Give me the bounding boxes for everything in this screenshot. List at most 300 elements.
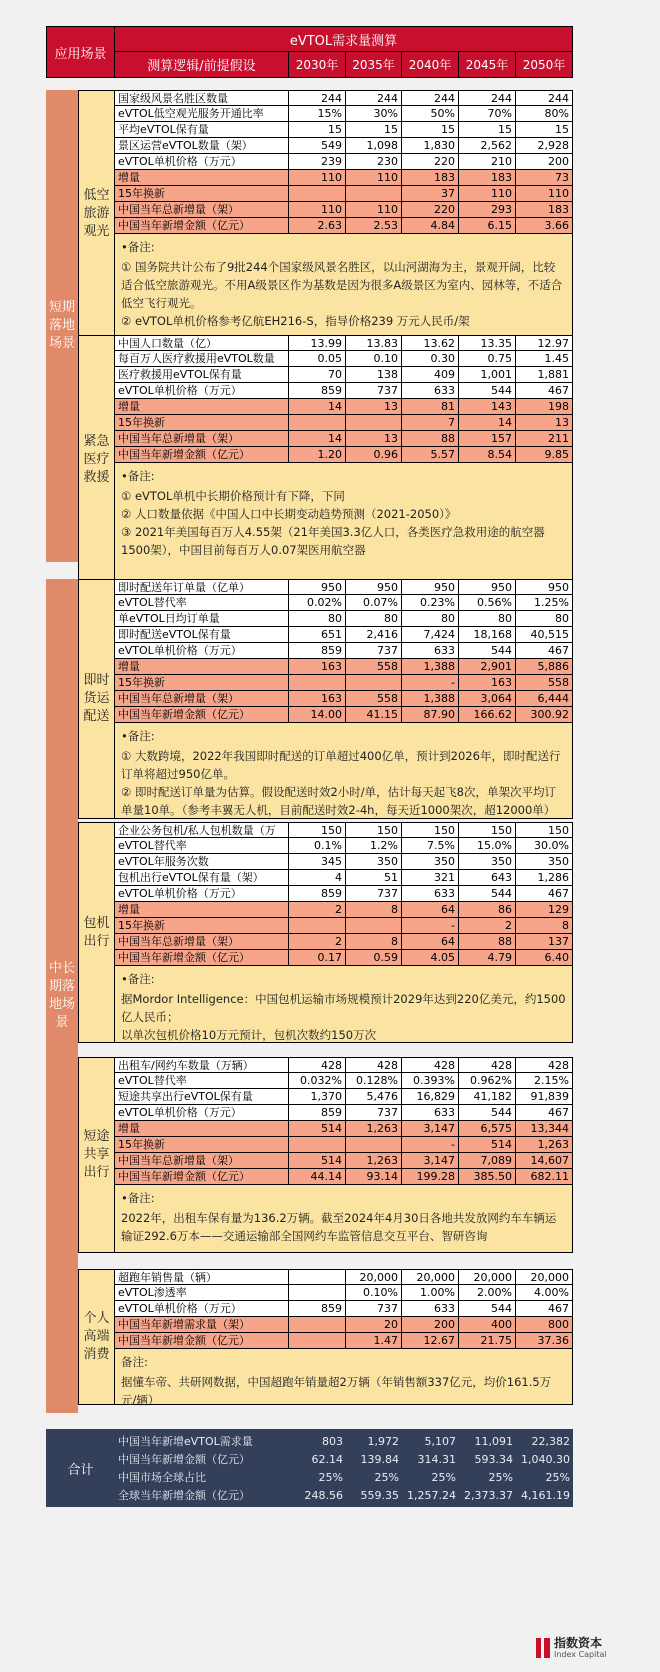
row-value: 467 — [516, 886, 573, 902]
row-value: 514 — [289, 1121, 346, 1137]
row-value: 20,000 — [346, 1269, 402, 1285]
row-value: 163 — [459, 675, 516, 691]
row-label: eVTOL单机价格（万元） — [115, 643, 289, 659]
logo — [536, 1636, 646, 1664]
total-row-value: 1,257.24 — [402, 1487, 459, 1505]
row-value: 157 — [459, 431, 516, 447]
total-row-value: 25% — [346, 1469, 402, 1487]
row-value — [346, 186, 402, 202]
row-value: 12.67 — [402, 1333, 459, 1349]
row-value: 220 — [402, 154, 459, 170]
row-value: 15 — [346, 122, 402, 138]
row-value: 244 — [402, 90, 459, 106]
row-value — [346, 675, 402, 691]
row-label: eVTOL年服务次数 — [115, 854, 289, 870]
row-label: 单eVTOL日均订单量 — [115, 611, 289, 627]
row-value: 13.62 — [402, 335, 459, 351]
category-short-term: 短期 落地 场景 — [46, 90, 78, 562]
row-value: 4.05 — [402, 950, 459, 966]
row-value — [289, 675, 346, 691]
row-value: 14 — [459, 415, 516, 431]
row-value: 0.59 — [346, 950, 402, 966]
row-value: 14,607 — [516, 1153, 573, 1169]
row-value: 12.97 — [516, 335, 573, 351]
row-value: 950 — [459, 579, 516, 595]
row-value: 1,370 — [289, 1089, 346, 1105]
total-row-value: 248.56 — [289, 1487, 346, 1505]
total-row-label: 中国当年新增金额（亿元） — [115, 1451, 289, 1469]
row-value: 350 — [346, 854, 402, 870]
row-value: 15 — [516, 122, 573, 138]
row-label: 超跑年销售量（辆） — [115, 1269, 289, 1285]
row-value — [289, 918, 346, 934]
row-value: 950 — [516, 579, 573, 595]
row-value — [289, 1137, 346, 1153]
row-value: 633 — [402, 643, 459, 659]
row-value: 150 — [289, 822, 346, 838]
row-value — [289, 1317, 346, 1333]
row-value: 220 — [402, 202, 459, 218]
total-row-value: 25% — [402, 1469, 459, 1487]
row-value: 544 — [459, 383, 516, 399]
note-line: ② 即时配送订单量为估算。假设配送时效2小时/单，估计每天起飞8次，单架次平均订单量10单。（参考丰翼无人机，目前配送时效2-4h，每天近1000架次，超12000单） — [121, 785, 556, 817]
row-value: 1.2% — [346, 838, 402, 854]
row-value: 3.66 — [516, 218, 573, 234]
row-label: eVTOL单机价格（万元） — [115, 1105, 289, 1121]
row-value: 80 — [402, 611, 459, 627]
row-value: 88 — [402, 431, 459, 447]
header-logic-cell: 测算逻辑/前提假设 — [115, 52, 289, 78]
row-value: 467 — [516, 1105, 573, 1121]
row-value: 20,000 — [402, 1269, 459, 1285]
notes-box — [115, 1349, 573, 1405]
row-value: 321 — [402, 870, 459, 886]
row-value: 859 — [289, 886, 346, 902]
row-value: 0.032% — [289, 1073, 346, 1089]
row-value: 5,886 — [516, 659, 573, 675]
row-value: 110 — [516, 186, 573, 202]
row-value: 7.5% — [402, 838, 459, 854]
row-value: 1,098 — [346, 138, 402, 154]
row-value: 87.90 — [402, 707, 459, 723]
row-value: 293 — [459, 202, 516, 218]
row-value: 110 — [289, 202, 346, 218]
total-row-value: 1,972 — [346, 1433, 402, 1451]
row-value: 544 — [459, 643, 516, 659]
row-value: 0.07% — [346, 595, 402, 611]
row-value: 73 — [516, 170, 573, 186]
row-value: 1,388 — [402, 659, 459, 675]
row-label: 中国当年总新增量（架） — [115, 1153, 289, 1169]
row-value: 300.92 — [516, 707, 573, 723]
notes-heading: •备注: — [121, 469, 155, 483]
row-value: 143 — [459, 399, 516, 415]
row-value: 514 — [459, 1137, 516, 1153]
row-label: 15年换新 — [115, 186, 289, 202]
row-value: 651 — [289, 627, 346, 643]
row-value: 1,263 — [346, 1121, 402, 1137]
row-value: 4.00% — [516, 1285, 573, 1301]
row-label: 中国当年新增金额（亿元） — [115, 447, 289, 463]
header-year-2030: 2030年 — [289, 52, 346, 78]
notes-heading: •备注: — [121, 972, 155, 986]
row-value: 244 — [516, 90, 573, 106]
row-value: 4 — [289, 870, 346, 886]
row-value: 13 — [516, 415, 573, 431]
row-value: 859 — [289, 383, 346, 399]
row-value: 18,168 — [459, 627, 516, 643]
row-value: 51 — [346, 870, 402, 886]
row-value: 21.75 — [459, 1333, 516, 1349]
row-value: 1.47 — [346, 1333, 402, 1349]
row-value: 20,000 — [516, 1269, 573, 1285]
row-label: 中国当年总新增量（架） — [115, 431, 289, 447]
total-row-value: 593.34 — [459, 1451, 516, 1469]
row-value: 0.393% — [402, 1073, 459, 1089]
row-value: 15 — [459, 122, 516, 138]
row-value: 15% — [289, 106, 346, 122]
row-label: 即时配送eVTOL保有量 — [115, 627, 289, 643]
row-label: 增量 — [115, 170, 289, 186]
row-value: 200 — [516, 154, 573, 170]
row-value: 1,001 — [459, 367, 516, 383]
row-value: 20,000 — [459, 1269, 516, 1285]
row-label: 中国人口数量（亿） — [115, 335, 289, 351]
row-value: 163 — [289, 659, 346, 675]
row-value: 0.17 — [289, 950, 346, 966]
row-label: 15年换新 — [115, 918, 289, 934]
row-value: 3,147 — [402, 1121, 459, 1137]
row-value: 20 — [346, 1317, 402, 1333]
row-value: 163 — [289, 691, 346, 707]
row-value: 7 — [402, 415, 459, 431]
row-value: 428 — [459, 1057, 516, 1073]
row-value: 80% — [516, 106, 573, 122]
logo-name-cn: 指数资本 — [554, 1636, 603, 1650]
total-label: 合计 — [46, 1429, 115, 1507]
row-label: 每百万人医疗救援用eVTOL数量 — [115, 351, 289, 367]
row-label: 即时配送年订单量（亿单） — [115, 579, 289, 595]
row-label: 增量 — [115, 902, 289, 918]
row-value: 0.05 — [289, 351, 346, 367]
row-value: 350 — [459, 854, 516, 870]
notes-box — [115, 1185, 573, 1253]
row-value: 682.11 — [516, 1169, 573, 1185]
row-value: 2.00% — [459, 1285, 516, 1301]
row-value: 80 — [459, 611, 516, 627]
row-label: eVTOL低空观光服务开通比率 — [115, 106, 289, 122]
row-value: 244 — [289, 90, 346, 106]
row-value: 428 — [346, 1057, 402, 1073]
row-value: 13.35 — [459, 335, 516, 351]
row-label: 国家级风景名胜区数量 — [115, 90, 289, 106]
row-value: 737 — [346, 1301, 402, 1317]
row-value: 150 — [346, 822, 402, 838]
row-label: 包机出行eVTOL保有量（架） — [115, 870, 289, 886]
note-line: ① 国务院共计公布了9批244个国家级风景名胜区，以山河湖海为主，景观开阔，比较适合低空旅游观光。不用A级景区作为基数是因为很多A级景区为室内、园林等，不适合低空飞行观光。 — [121, 260, 563, 310]
row-value: 633 — [402, 1301, 459, 1317]
row-value: 544 — [459, 1301, 516, 1317]
row-value: 244 — [459, 90, 516, 106]
row-value: 2.53 — [346, 218, 402, 234]
row-label: 增量 — [115, 1121, 289, 1137]
row-label: 中国当年新增金额（亿元） — [115, 707, 289, 723]
row-value: 1.45 — [516, 351, 573, 367]
row-value: 950 — [289, 579, 346, 595]
notes-box — [115, 463, 573, 584]
row-value: 350 — [402, 854, 459, 870]
row-value: 244 — [346, 90, 402, 106]
row-value: 633 — [402, 1105, 459, 1121]
row-value: 8 — [516, 918, 573, 934]
row-value: 150 — [459, 822, 516, 838]
row-value: 3,064 — [459, 691, 516, 707]
row-value: 0.56% — [459, 595, 516, 611]
row-value — [289, 415, 346, 431]
scenario-cell: 短途 共享 出行 — [78, 1057, 115, 1253]
row-value: 7,089 — [459, 1153, 516, 1169]
logo-mark-slit-icon — [541, 1638, 544, 1658]
row-value: 40,515 — [516, 627, 573, 643]
row-label: 中国当年新增需求量（架） — [115, 1317, 289, 1333]
header-year-2035: 2035年 — [346, 52, 402, 78]
row-value: 2,901 — [459, 659, 516, 675]
row-value: 737 — [346, 1105, 402, 1121]
row-label: eVTOL单机价格（万元） — [115, 886, 289, 902]
row-value: 110 — [459, 186, 516, 202]
row-value: 0.75 — [459, 351, 516, 367]
row-value: 80 — [516, 611, 573, 627]
row-label: 中国当年总新增量（架） — [115, 934, 289, 950]
row-value: 1,263 — [516, 1137, 573, 1153]
row-label: 景区运营eVTOL数量（架） — [115, 138, 289, 154]
row-value: 0.128% — [346, 1073, 402, 1089]
note-line: 以单次包机价格10万元预计，包机次数约150万次 — [121, 1028, 377, 1042]
row-value: 8 — [346, 902, 402, 918]
row-label: 中国当年新增金额（亿元） — [115, 1169, 289, 1185]
total-row-value: 5,107 — [402, 1433, 459, 1451]
row-value: - — [402, 675, 459, 691]
row-value: 950 — [346, 579, 402, 595]
row-value: 409 — [402, 367, 459, 383]
row-label: eVTOL替代率 — [115, 838, 289, 854]
row-value: 737 — [346, 383, 402, 399]
note-line: ① 大数跨境，2022年我国即时配送的订单超过400亿单，预计到2026年，即时配送行订单将超过950亿单。 — [121, 749, 561, 781]
row-value: 1.25% — [516, 595, 573, 611]
notes-box — [115, 966, 573, 1043]
row-value: 30% — [346, 106, 402, 122]
row-value: 239 — [289, 154, 346, 170]
scenario-cell: 即时 货运 配送 — [78, 579, 115, 819]
row-label: 15年换新 — [115, 675, 289, 691]
notes-box — [115, 234, 573, 337]
row-value: 2,562 — [459, 138, 516, 154]
row-label: 15年换新 — [115, 1137, 289, 1153]
row-value: 7,424 — [402, 627, 459, 643]
row-label: 中国当年总新增量（架） — [115, 691, 289, 707]
row-value: 467 — [516, 1301, 573, 1317]
row-value: 8 — [346, 934, 402, 950]
row-value: 70% — [459, 106, 516, 122]
notes-heading: •备注: — [121, 240, 155, 254]
row-value: 859 — [289, 1301, 346, 1317]
row-value: 150 — [402, 822, 459, 838]
row-label: 医疗救援用eVTOL保有量 — [115, 367, 289, 383]
row-value: 1,388 — [402, 691, 459, 707]
row-label: eVTOL替代率 — [115, 595, 289, 611]
row-value: - — [402, 1137, 459, 1153]
row-value: 41,182 — [459, 1089, 516, 1105]
header-year-2045: 2045年 — [459, 52, 516, 78]
row-value: 50% — [402, 106, 459, 122]
row-value: 633 — [402, 886, 459, 902]
row-value: 183 — [402, 170, 459, 186]
header-year-2050: 2050年 — [516, 52, 573, 78]
scenario-cell: 包机 出行 — [78, 822, 115, 1043]
row-value: 1,263 — [346, 1153, 402, 1169]
row-value: 166.62 — [459, 707, 516, 723]
row-value: 81 — [402, 399, 459, 415]
row-value: 467 — [516, 643, 573, 659]
note-line: ② eVTOL单机价格参考亿航EH216-S，指导价格239 万元人民币/架 — [121, 314, 470, 328]
scenario-cell: 紧急 医疗 救援 — [78, 335, 115, 584]
row-label: 增量 — [115, 659, 289, 675]
row-value: 15 — [402, 122, 459, 138]
row-value: 37.36 — [516, 1333, 573, 1349]
row-value: 210 — [459, 154, 516, 170]
row-value: 2,928 — [516, 138, 573, 154]
row-value: 0.96 — [346, 447, 402, 463]
row-label: eVTOL单机价格（万元） — [115, 154, 289, 170]
row-value: 9.85 — [516, 447, 573, 463]
total-row-value: 803 — [289, 1433, 346, 1451]
row-value: 16,829 — [402, 1089, 459, 1105]
row-value: 2,416 — [346, 627, 402, 643]
row-value: 183 — [516, 202, 573, 218]
note-line: 2022年，出租车保有量为136.2万辆。截至2024年4月30日各地共发放网约车车辆运输证292.6万本——交通运输部全国网约车监管信息交互平台、智研咨询 — [121, 1211, 557, 1243]
row-value: 15 — [289, 122, 346, 138]
total-row-value: 25% — [459, 1469, 516, 1487]
row-value: 633 — [402, 383, 459, 399]
row-label: eVTOL渗透率 — [115, 1285, 289, 1301]
category-mid-long-term: 中长 期落 地场 景 — [46, 579, 78, 1413]
row-label: eVTOL单机价格（万元） — [115, 1301, 289, 1317]
header-scene-cell: 应用场景 — [46, 26, 115, 78]
notes-heading: •备注: — [121, 1191, 155, 1205]
total-row-label: 全球当年新增金额（亿元） — [115, 1487, 289, 1505]
row-value: 15.0% — [459, 838, 516, 854]
row-value — [289, 186, 346, 202]
row-value: 44.14 — [289, 1169, 346, 1185]
note-line: 据Mordor Intelligence：中国包机运输市场规模预计2029年达到220亿美元，约1500亿人民币； — [121, 992, 566, 1024]
row-value: 0.10% — [346, 1285, 402, 1301]
row-value: 230 — [346, 154, 402, 170]
total-row-value: 25% — [289, 1469, 346, 1487]
row-value — [346, 1137, 402, 1153]
row-value: 37 — [402, 186, 459, 202]
row-value: 6.40 — [516, 950, 573, 966]
row-value: 110 — [289, 170, 346, 186]
row-value: 0.23% — [402, 595, 459, 611]
row-value: 4.84 — [402, 218, 459, 234]
row-value: 137 — [516, 934, 573, 950]
row-label: 企业公务包机/私人包机数量（万 — [115, 822, 289, 838]
row-value: 13 — [346, 399, 402, 415]
row-label: 短途共享出行eVTOL保有量 — [115, 1089, 289, 1105]
note-line: ③ 2021年美国每百万人4.55架（21年美国3.3亿人口，各类医疗急救用途的航空器1500架），中国目前每百万人0.07架医用航空器 — [121, 525, 545, 557]
row-value: 385.50 — [459, 1169, 516, 1185]
row-value: 400 — [459, 1317, 516, 1333]
row-value — [289, 1269, 346, 1285]
row-value: 737 — [346, 643, 402, 659]
row-value: 64 — [402, 934, 459, 950]
row-value: 558 — [346, 691, 402, 707]
scenario-cell: 低空 旅游 观光 — [78, 90, 115, 337]
row-value: 64 — [402, 902, 459, 918]
row-value: 211 — [516, 431, 573, 447]
row-value: 5,476 — [346, 1089, 402, 1105]
row-value: 549 — [289, 138, 346, 154]
row-value: 643 — [459, 870, 516, 886]
note-line: ② 人口数量依据《中国人口中长期变动趋势预测（2021-2050）》 — [121, 507, 457, 521]
header-year-2040: 2040年 — [402, 52, 459, 78]
row-value: 91,839 — [516, 1089, 573, 1105]
row-value: - — [402, 918, 459, 934]
row-value: 1,881 — [516, 367, 573, 383]
row-value: 8.54 — [459, 447, 516, 463]
total-row-value: 25% — [516, 1469, 573, 1487]
logo-name-en: Index Capital — [554, 1650, 607, 1659]
row-value: 467 — [516, 383, 573, 399]
row-value: 3,147 — [402, 1153, 459, 1169]
row-value: 13.99 — [289, 335, 346, 351]
row-value: 110 — [346, 170, 402, 186]
row-label: 中国当年新增金额（亿元） — [115, 950, 289, 966]
notes-box — [115, 723, 573, 819]
row-value: 138 — [346, 367, 402, 383]
row-label: 15年换新 — [115, 415, 289, 431]
row-value: 0.02% — [289, 595, 346, 611]
total-row-value: 314.31 — [402, 1451, 459, 1469]
row-value: 14.00 — [289, 707, 346, 723]
row-value: 70 — [289, 367, 346, 383]
row-label: 出租车/网约车数量（万辆） — [115, 1057, 289, 1073]
note-line: 据懂车帝、共研网数据，中国超跑年销量超2万辆（年销售额337亿元，均价161.5万元/辆） — [121, 1375, 552, 1407]
row-value: 6,444 — [516, 691, 573, 707]
row-value: 2 — [459, 918, 516, 934]
total-row-value: 559.35 — [346, 1487, 402, 1505]
row-value: 6,575 — [459, 1121, 516, 1137]
row-value: 428 — [516, 1057, 573, 1073]
scenario-cell: 个人 高端 消费 — [78, 1269, 115, 1405]
row-label: 中国当年新增金额（亿元） — [115, 1333, 289, 1349]
row-value: 88 — [459, 934, 516, 950]
row-value: 1,830 — [402, 138, 459, 154]
row-value: 2.63 — [289, 218, 346, 234]
row-value: 0.30 — [402, 351, 459, 367]
row-value: 345 — [289, 854, 346, 870]
row-value: 86 — [459, 902, 516, 918]
row-value: 14 — [289, 399, 346, 415]
total-row-value: 2,373.37 — [459, 1487, 516, 1505]
total-row-value: 11,091 — [459, 1433, 516, 1451]
row-value: 544 — [459, 1105, 516, 1121]
total-row-value: 62.14 — [289, 1451, 346, 1469]
row-value: 514 — [289, 1153, 346, 1169]
total-row-value: 139.84 — [346, 1451, 402, 1469]
total-row-label: 中国市场全球占比 — [115, 1469, 289, 1487]
row-value: 183 — [459, 170, 516, 186]
